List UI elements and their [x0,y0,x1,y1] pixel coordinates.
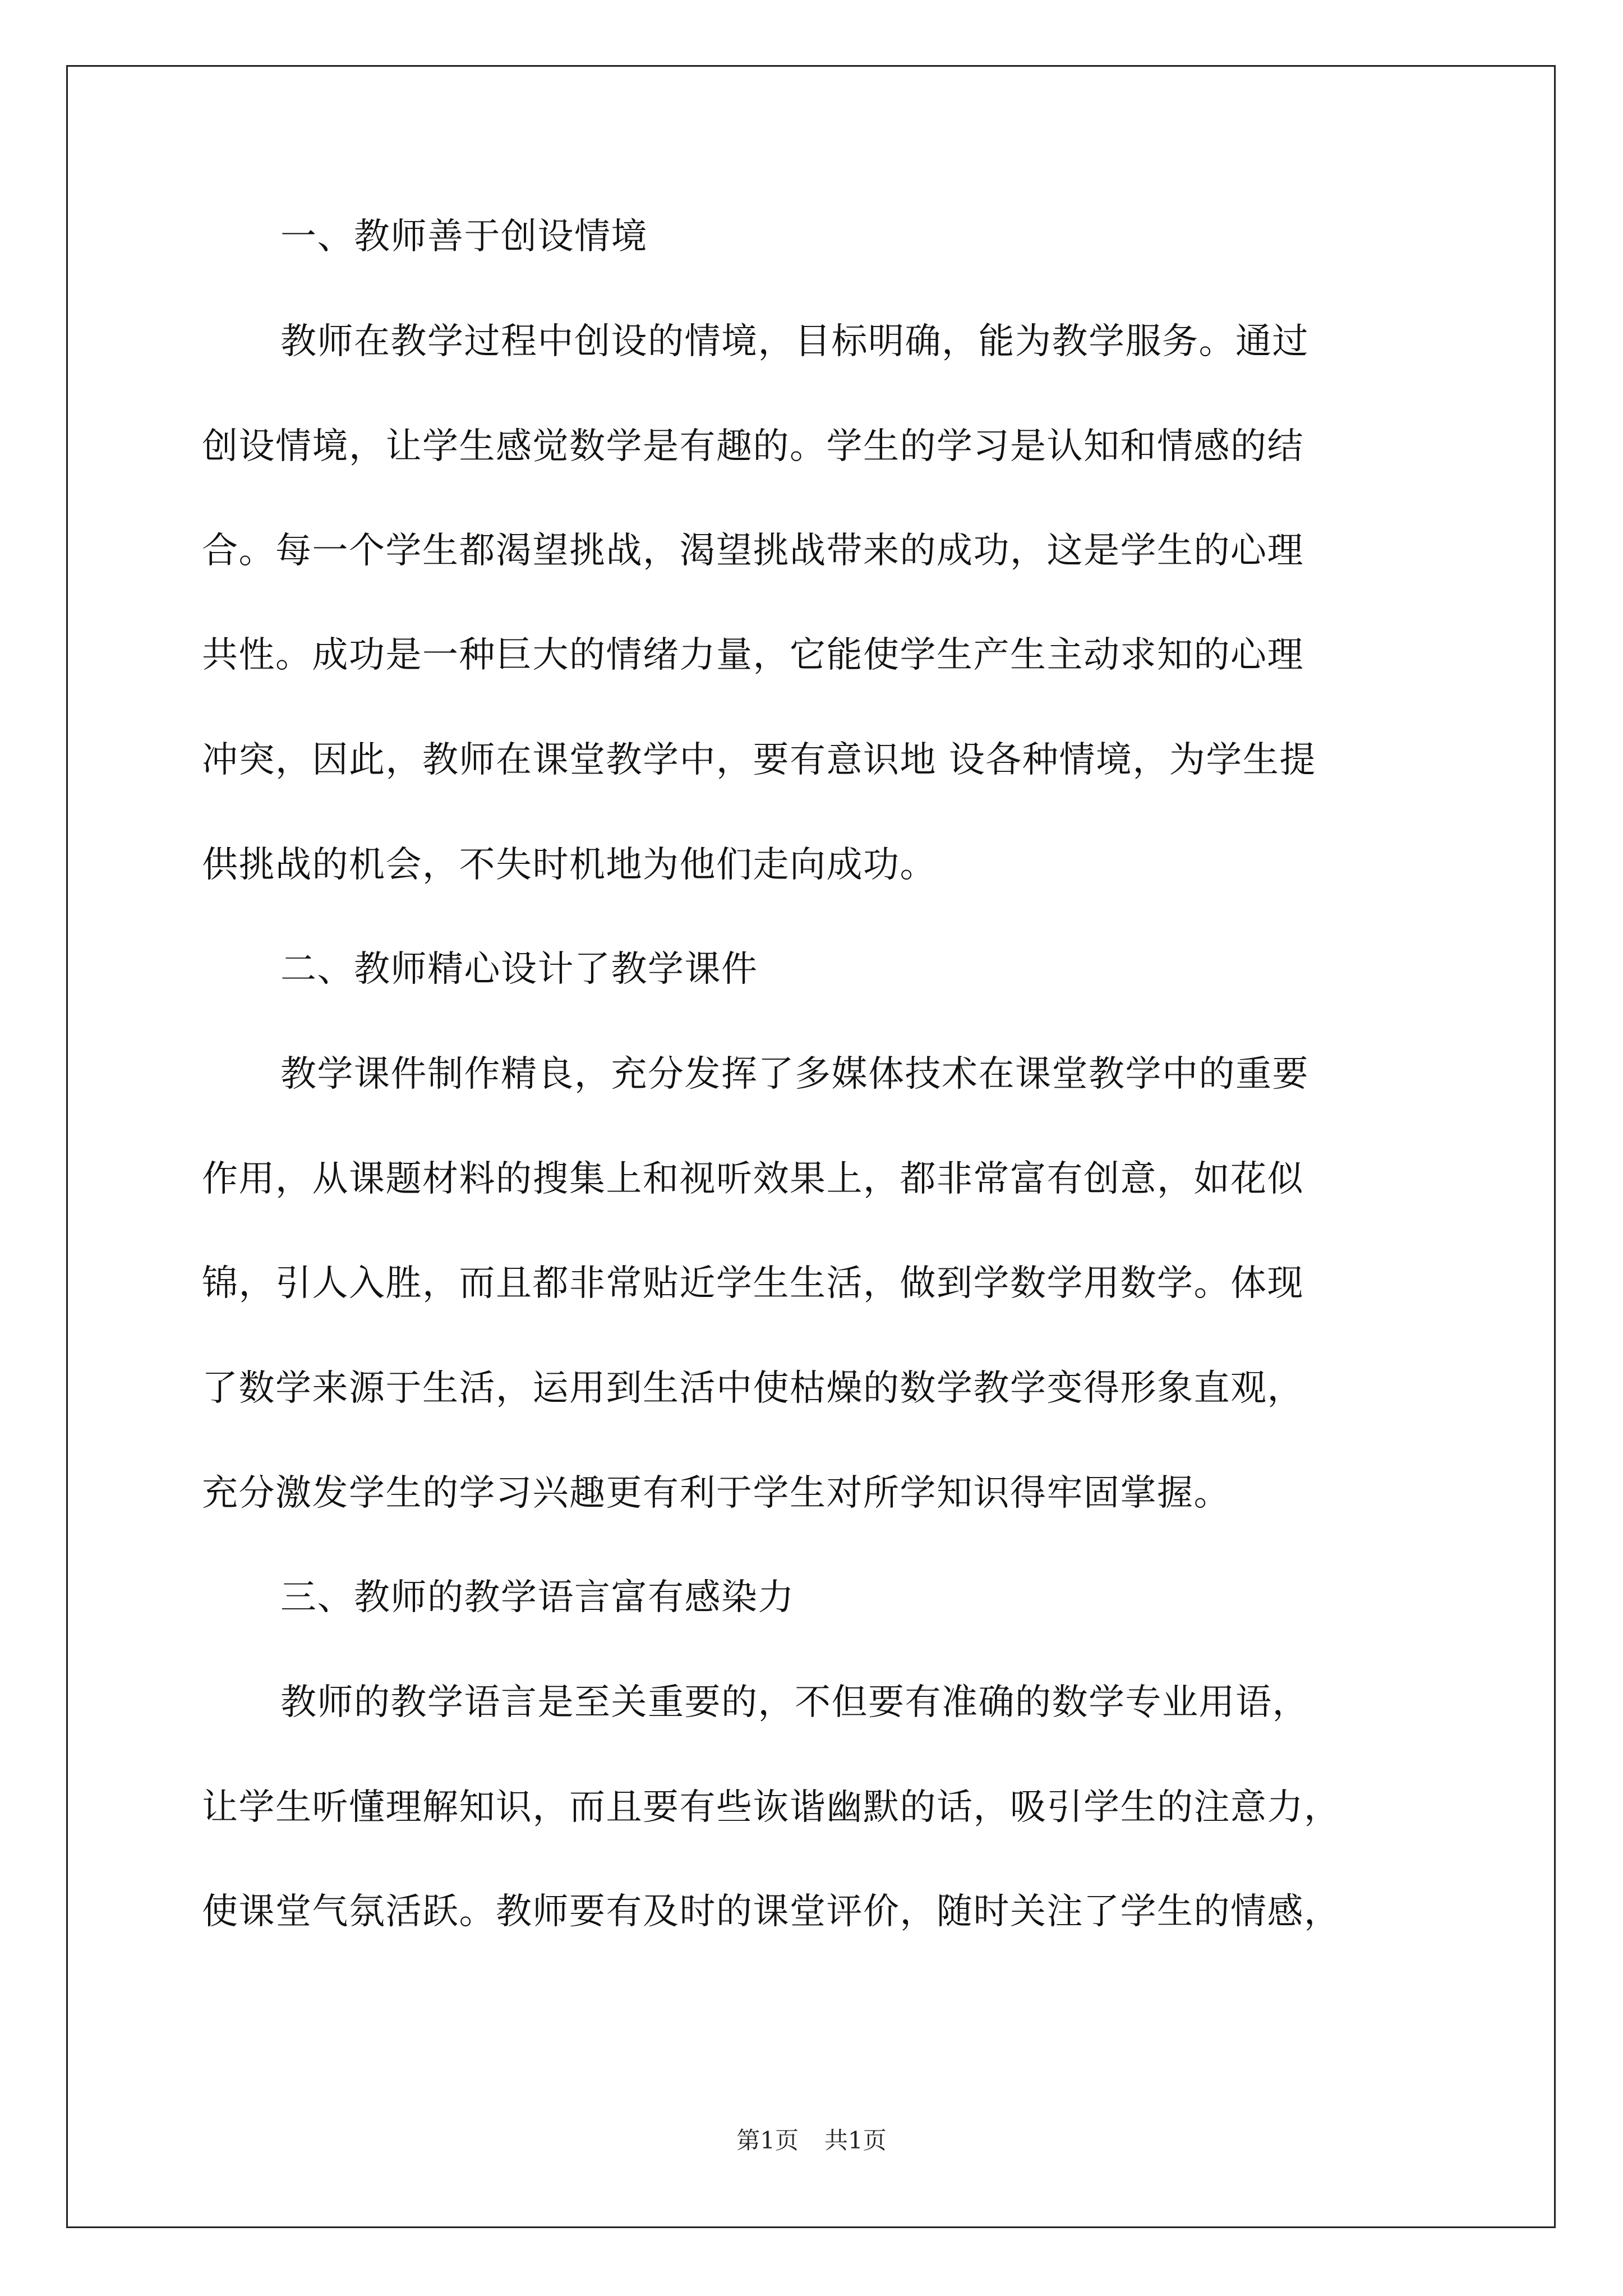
paragraph-line: 使课堂气氛活跃。教师要有及时的课堂评价，随时关注了学生的情感， [202,1891,1341,1932]
page-number-total: 共1页 [824,2127,887,2154]
section-heading: 一、教师善于创设情境 [280,216,648,257]
paragraph-line: 合。每一个学生都渴望挑战，渴望挑战带来的成功，这是学生的心理 [202,530,1304,572]
paragraph-line: 创设情境，让学生感觉数学是有趣的。学生的学习是认知和情感的结 [202,426,1304,467]
section-heading: 二、教师精心设计了教学课件 [280,949,758,990]
page-footer [0,2129,1623,2152]
paragraph-line: 教师的教学语言是至关重要的，不但要有准确的数学专业用语， [280,1682,1309,1723]
paragraph-line: 作用，从课题材料的搜集上和视听效果上，都非常富有创意，如花似 [202,1158,1304,1200]
paragraph-line: 让学生听懂理解知识，而且要有些诙谐幽默的话，吸引学生的注意力， [202,1787,1341,1828]
paragraph-line: 教学课件制作精良，充分发挥了多媒体技术在课堂教学中的重要 [280,1053,1309,1095]
paragraph-line: 冲突，因此，教师在课堂教学中，要有意识地 设各种情境，为学生提 [202,739,1316,781]
paragraph-line: 充分激发学生的学习兴趣更有利于学生对所学知识得牢固掌握。 [202,1473,1230,1514]
paragraph-line: 锦，引人入胜，而且都非常贴近学生生活，做到学数学用数学。体现 [202,1263,1304,1304]
paragraph-line: 共性。成功是一种巨大的情绪力量，它能使学生产生主动求知的心理 [202,634,1304,676]
page-number-current: 第1页 [736,2127,799,2154]
paragraph-line: 了数学来源于生活，运用到生活中使枯燥的数学教学变得形象直观， [202,1368,1304,1409]
paragraph-line: 教师在教学过程中创设的情境，目标明确，能为教学服务。通过 [280,321,1309,362]
paragraph-line: 供挑战的机会，不失时机地为他们走向成功。 [202,844,937,886]
section-heading: 三、教师的教学语言富有感染力 [280,1577,795,1618]
